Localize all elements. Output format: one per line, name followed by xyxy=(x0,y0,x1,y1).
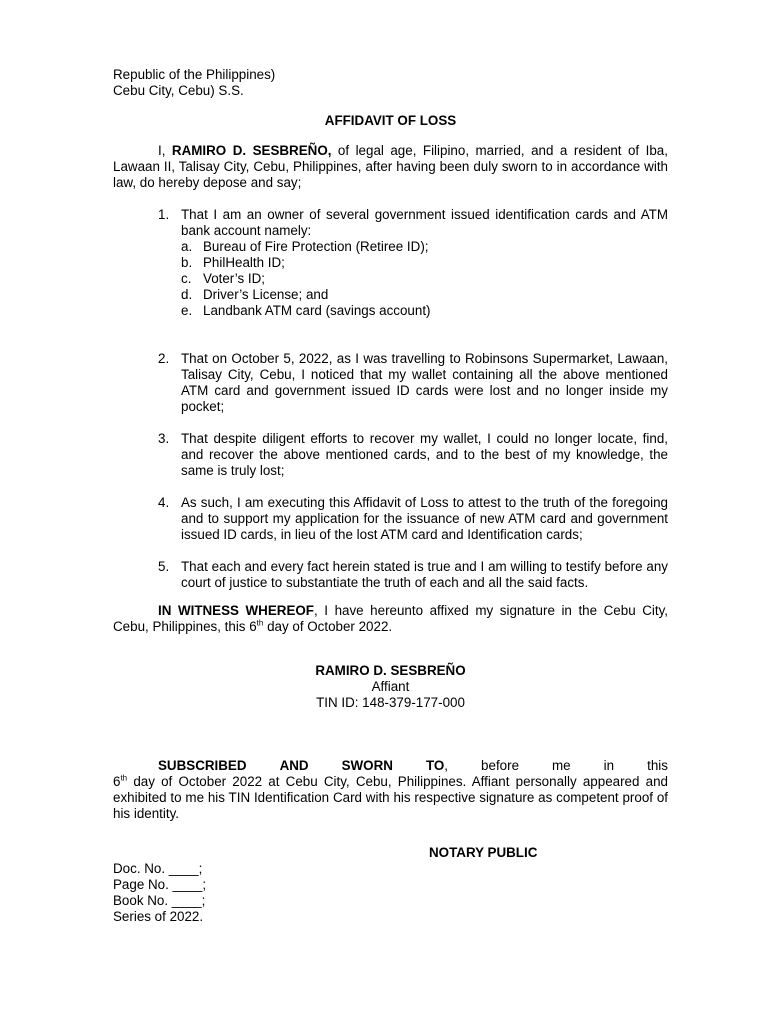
list-item-text: That each and every fact herein stated is true and I am willing to testify before any court of justice to substantiate the truth of each and all the said facts. xyxy=(181,559,668,590)
list-item-text: That on October 5, 2022, as I was travelling to Robinsons Supermarket, Lawaan, Talisay City, Cebu, I noticed that my wallet containing all the above mentioned ATM card and government issued ID cards were lost and no longer inside my pocket; xyxy=(181,351,668,414)
list-marker: 4. xyxy=(158,495,170,510)
list-item-text: That I am an owner of several government issued identification cards and ATM bank account namely: xyxy=(181,207,668,238)
jurat-first-line xyxy=(113,758,668,774)
notarial-register xyxy=(113,861,668,925)
witness-text: , I have hereunto affixed my signature in the Cebu City, Cebu, Philippines, this 6 xyxy=(113,603,669,634)
venue-line-2: Cebu City, Cebu) S.S. xyxy=(113,83,244,98)
signatory-tin: TIN ID: 148-379-177-000 xyxy=(316,695,465,710)
list-marker: 1. xyxy=(158,207,170,222)
book-number: Book No. ____; xyxy=(113,893,206,908)
witness-date: day of October 2022. xyxy=(263,619,393,634)
sub-list-text: Voter’s ID; xyxy=(203,271,266,286)
sub-list-marker: d. xyxy=(181,287,193,302)
numbered-list xyxy=(113,207,668,591)
jurat-word: SUBSCRIBED xyxy=(158,758,247,773)
list-item xyxy=(158,431,668,479)
sub-list-item xyxy=(181,303,668,319)
jurat-word: this xyxy=(647,758,668,773)
jurat-word: me xyxy=(552,758,571,773)
witness-paragraph xyxy=(113,603,668,635)
list-item xyxy=(158,351,668,415)
sub-list-text: PhilHealth ID; xyxy=(203,255,285,270)
document-title: AFFIDAVIT OF LOSS xyxy=(324,113,457,128)
jurat-word-group xyxy=(342,758,393,774)
jurat-ordinal: th xyxy=(120,773,128,783)
jurat-word: before xyxy=(481,758,520,773)
sub-list xyxy=(181,239,668,319)
jurat-comma: , xyxy=(444,758,449,773)
intro-paragraph xyxy=(113,143,668,191)
jurat-text: day of October 2022 at Cebu City, Cebu, Philippines. Affiant personally appeared and exhibited to me his TIN Identification Card with his respective signature as competent proof of his identity. xyxy=(113,774,668,821)
sub-list-marker: b. xyxy=(181,255,193,270)
sub-list-marker: e. xyxy=(181,303,193,318)
notary-public-label: NOTARY PUBLIC xyxy=(429,845,538,860)
intro-text: of legal age, Filipino, married, and a resident of Iba, Lawaan II, Talisay City, Cebu, Philippines, after having been duly sworn to in accordance with law, do hereby depose and say; xyxy=(113,143,668,190)
jurat-body xyxy=(113,774,668,822)
signatory-role: Affiant xyxy=(371,679,410,694)
jurat-word: TO xyxy=(425,758,445,773)
list-item xyxy=(158,559,668,591)
list-item xyxy=(158,495,668,543)
jurat-word: AND xyxy=(279,758,309,773)
jurat-word: in xyxy=(603,758,615,773)
list-marker: 3. xyxy=(158,431,170,446)
jurat-word: SWORN xyxy=(341,758,393,773)
sub-list-item xyxy=(181,239,668,255)
witness-heading: IN WITNESS WHEREOF xyxy=(158,603,314,618)
affiant-name: RAMIRO D. SESBREÑO, xyxy=(171,143,332,158)
sub-list-item xyxy=(181,271,668,287)
signature-block xyxy=(113,663,668,711)
intro-prefix: I, xyxy=(158,143,172,158)
series-year: Series of 2022. xyxy=(113,909,204,924)
sub-list-marker: c. xyxy=(181,271,192,286)
jurat-word-group xyxy=(426,758,448,774)
list-item-text: That despite diligent efforts to recover my wallet, I could no longer locate, find, and recover the above mentioned cards, and to the best of my knowledge, the same is truly lost; xyxy=(181,431,668,478)
page-number: Page No. ____; xyxy=(113,877,207,892)
venue xyxy=(113,67,668,99)
sub-list-marker: a. xyxy=(181,239,193,254)
signatory-name xyxy=(113,663,668,679)
list-item-text: As such, I am executing this Affidavit of Loss to attest to the truth of the foregoing and to support my application for the issuance of new ATM card and government issued ID cards, in lieu of the lost ATM card and Identification cards; xyxy=(181,495,668,542)
signatory-name-text: RAMIRO D. SESBREÑO xyxy=(315,663,466,678)
sub-list-text: Landbank ATM card (savings account) xyxy=(203,303,431,318)
venue-line-1: Republic of the Philippines) xyxy=(113,67,276,82)
jurat-paragraph xyxy=(113,758,668,822)
sub-list-item xyxy=(181,287,668,303)
jurat-day: 6 xyxy=(113,774,121,789)
doc-number: Doc. No. ____; xyxy=(113,861,203,876)
witness-ordinal: th xyxy=(256,618,264,628)
list-marker: 2. xyxy=(158,351,170,366)
sub-list-item xyxy=(181,255,668,271)
sub-list-text: Driver’s License; and xyxy=(203,287,329,302)
list-item xyxy=(158,207,668,335)
list-marker: 5. xyxy=(158,559,170,574)
sub-list-text: Bureau of Fire Protection (Retiree ID); xyxy=(203,239,429,254)
